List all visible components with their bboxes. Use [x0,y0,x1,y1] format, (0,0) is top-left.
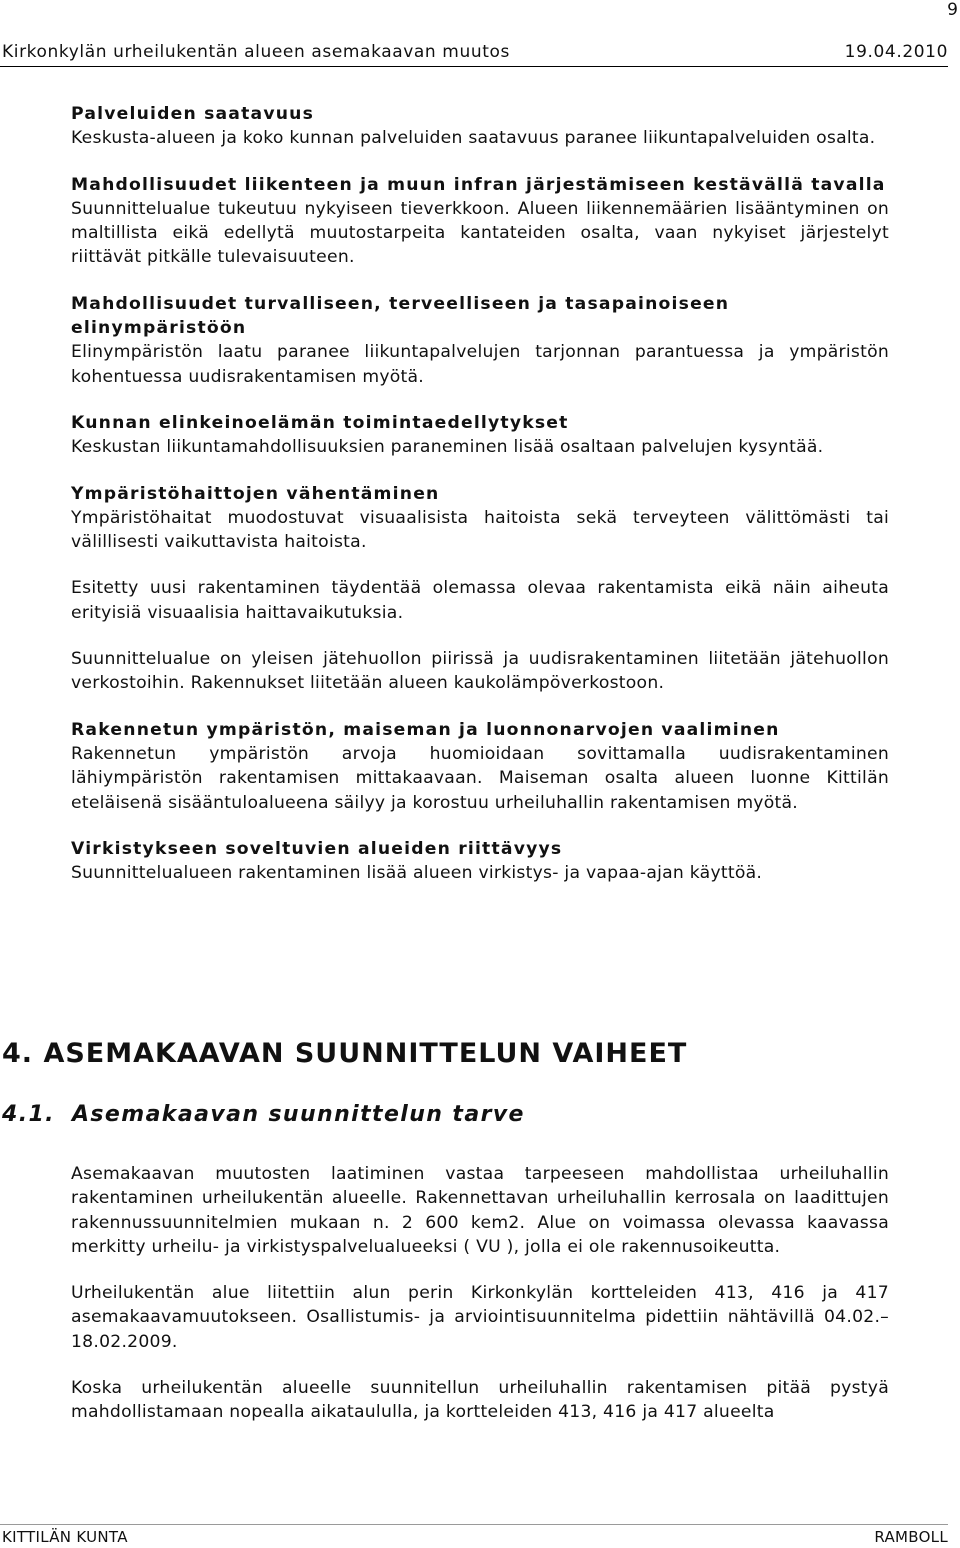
section-elinkeinoelama [71,411,889,460]
footer-left: KITTILÄN KUNTA [2,1528,128,1546]
chapter-heading: 4. ASEMAKAAVAN SUUNNITTELUN VAIHEET [2,1038,688,1069]
section-heading: Rakennetun ympäristön, maiseman ja luonnonarvojen vaaliminen [71,719,780,740]
page-footer [2,1528,948,1546]
paragraph: Koska urheilukentän alueelle suunnitellun urheiluhallin rakentamisen pitää pystyä mahdollistamaan nopealla aikataululla, ja kortteleiden 413, 416 ja 417 alueelta [71,1378,889,1423]
section-paragraph: Rakennetun ympäristön arvoja huomioidaan sovittamalla uudisrakentaminen lähiympäristön rakentamisen mittakaavaan. Maiseman osalta alueen luonne Kittilän eteläisenä sisääntuloalueena säilyy ja korostuu urheiluhallin rakentamisen myötä. [71,743,889,813]
section-paragraph: Elinympäristön laatu paranee liikuntapalvelujen tarjonnan parantuessa ja ympäristön kohentuessa uudisrakentamisen myötä. [71,342,889,387]
header-divider [0,66,948,67]
paragraph: Suunnittelualue on yleisen jätehuollon piirissä ja uudisrakentaminen liitetään jätehuollon verkostoihin. Rakennukset liitetään alueen kaukolämpöverkostoon. [71,649,889,694]
section-liikenne [71,173,889,270]
section-virkistys [71,837,889,886]
section-rakennettu-ymparisto [71,718,889,815]
section-paragraph: Keskustan liikuntamahdollisuuksien paraneminen lisää osaltaan palvelujen kysyntää. [71,437,824,458]
paragraph: Esitetty uusi rakentaminen täydentää olemassa olevaa rakentamista eikä näin aiheuta erityisiä visuaalisia haittavaikutuksia. [71,578,889,623]
section-paragraph: Keskusta-alueen ja koko kunnan palveluiden saatavuus paranee liikuntapalveluiden osalta. [71,128,876,149]
section-heading: Mahdollisuudet liikenteen ja muun infran järjestämiseen kestävällä tavalla [71,174,886,195]
section-ymparistohaitat [71,482,889,555]
section-elinymparisto [71,292,889,389]
section-palveluiden-saatavuus [71,102,889,151]
section-heading: Virkistykseen soveltuvien alueiden riittävyys [71,838,563,859]
section-paragraph: Suunnittelualueen rakentaminen lisää alueen virkistys- ja vapaa-ajan käyttöä. [71,863,763,884]
section-paragraph: Suunnittelualue tukeutuu nykyiseen tieverkkoon. Alueen liikennemäärien lisääntyminen on maltillista eikä edellytä muutostarpeita kantateiden osalta, vaan nykyiset järjestelyt riittävät pitkälle tulevaisuuteen. [71,198,889,268]
section-heading: Kunnan elinkeinoelämän toimintaedellytykset [71,412,569,433]
page-header [2,42,948,62]
section-paragraph: Ympäristöhaitat muodostuvat visuaalisista haitoista sekä terveyteen välittömästi tai välillisesti vaikuttavista haitoista. [71,507,889,553]
header-date: 19.04.2010 [844,42,948,62]
paragraph: Urheilukentän alue liitettiin alun perin Kirkonkylän kortteleiden 413, 416 ja 417 asemakaavamuutokseen. Osallistumis- ja arviointisuunnitelma pidettiin nähtävillä 04.02.–18.02.2009. [71,1283,889,1352]
subchapter-number: 4.1. [2,1102,55,1127]
document-body [71,102,889,907]
subchapter-title: Asemakaavan suunnittelun tarve [72,1102,525,1127]
paragraph: Asemakaavan muutosten laatiminen vastaa tarpeeseen mahdollistaa urheiluhallin rakentaminen urheilukentän alueelle. Rakennettavan urheiluhallin kerrosala on laadittujen rakennussuunnitelmien mukaan n. 2 600 kem2. Alue on voimassa olevassa kaavassa merkitty urheilu- ja virkistyspalvelualueeksi ( VU ), jolla ei ole rakennusoikeutta. [71,1164,889,1257]
section-heading: Palveluiden saatavuus [71,104,315,124]
chapter-body [71,1162,889,1447]
section-heading: Ympäristöhaittojen vähentäminen [71,483,440,504]
section-heading: Mahdollisuudet turvalliseen, terveelliseen ja tasapainoiseen elinympäristöön [71,293,730,339]
footer-right: RAMBOLL [874,1528,948,1546]
header-title: Kirkonkylän urheilukentän alueen asemakaavan muutos [2,42,510,62]
footer-divider [0,1524,948,1525]
page-number: 9 [947,0,958,20]
subchapter-heading [2,1102,525,1127]
